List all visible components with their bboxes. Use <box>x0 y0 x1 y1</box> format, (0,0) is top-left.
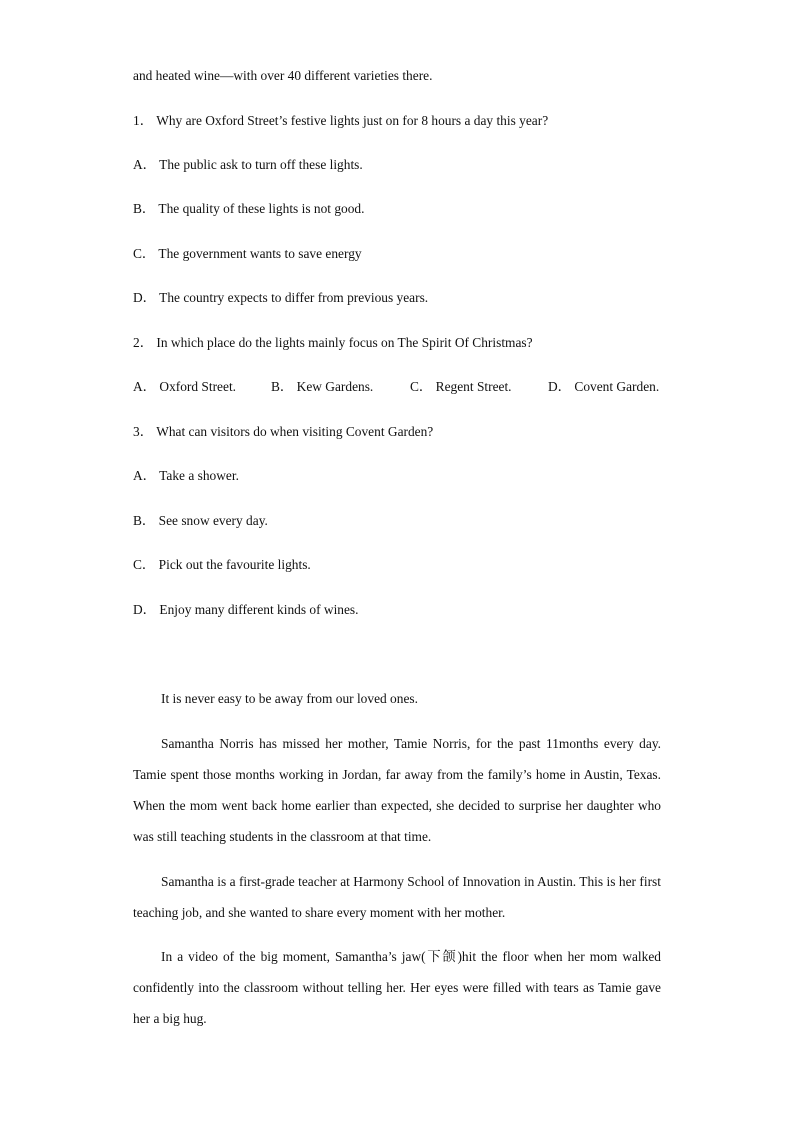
question-3-option-d: D． Enjoy many different kinds of wines. <box>133 602 359 617</box>
question-1-option-d: D． The country expects to differ from previous years. <box>133 290 429 305</box>
question-1-option-c: C． The government wants to save energy <box>133 246 362 261</box>
question-3-option-c: C． Pick out the favourite lights. <box>133 557 311 572</box>
question-2-option-b: B． Kew Gardens. <box>271 379 374 394</box>
question-3-option-a: A． Take a shower. <box>133 468 239 483</box>
question-3-stem: 3． What can visitors do when visiting Covent Garden? <box>133 424 434 439</box>
question-2-stem: 2． In which place do the lights mainly focus on The Spirit Of Christmas? <box>133 335 533 350</box>
question-2-option-d: D． Covent Garden. <box>548 379 660 394</box>
passage-paragraph-2: Samantha Norris has missed her mother, Tamie Norris, for the past 11months every day. Tamie spent those months working in Jordan, far away from the family’s home in Austin, Texas. When the mom went back home earlier than expected, she decided to surprise her daughter who was still teaching students in the classroom at that time. <box>133 736 661 844</box>
passage-continuation-line: and heated wine—with over 40 different varieties there. <box>133 68 433 83</box>
question-2-option-a: A． Oxford Street. <box>133 379 237 394</box>
question-1-option-a: A． The public ask to turn off these lights. <box>133 157 363 172</box>
passage-paragraph-4: In a video of the big moment, Samantha’s jaw(下颌)hit the floor when her mom walked confidently into the classroom without telling her. Her eyes were filled with tears as Tamie gave her a big hug. <box>133 949 661 1026</box>
question-1-option-b: B． The quality of these lights is not good. <box>133 201 365 216</box>
question-3-option-b: B． See snow every day. <box>133 513 268 528</box>
question-1-stem: 1． Why are Oxford Street’s festive lights just on for 8 hours a day this year? <box>133 113 549 128</box>
passage-paragraph-3: Samantha is a first-grade teacher at Harmony School of Innovation in Austin. This is her first teaching job, and she wanted to share every moment with her mother. <box>133 874 661 920</box>
question-2-option-c: C． Regent Street. <box>410 379 512 394</box>
passage-paragraph-1: It is never easy to be away from our loved ones. <box>161 691 418 706</box>
